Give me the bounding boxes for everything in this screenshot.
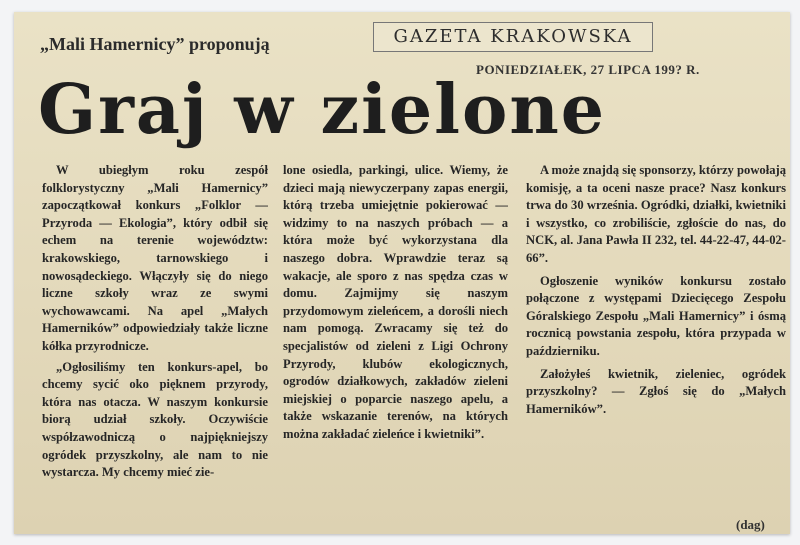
article-paragraph: W ubiegłym roku zespół folklorystyczny „Mali Hamernicy” zapoczątkował konkurs „Folklor — Przyroda — Ekologia”, który odbił się echem na terenie województw: krakowskiego, tarnowskiego i nowosądeckiego. Włączyły się do niego liczne szkoły wraz ze swymi wychowawcami. Na apel „Małych Hamerników” odpowiedziały także liczne kółka przyrodnicze. — [42, 163, 268, 353]
newspaper-masthead: GAZETA KRAKOWSKA — [373, 22, 653, 52]
article-column-2 — [283, 162, 508, 522]
dateline: PONIEDZIAŁEK, 27 LIPCA 199? R. — [476, 62, 700, 77]
article-headline: Graj w zielone — [38, 70, 607, 150]
article-column-1 — [42, 162, 268, 522]
author-signature: (dag) — [736, 517, 765, 532]
article-paragraph: lone osiedla, parkingi, ulice. Wiemy, że dzieci mają niewyczerpany zapas energii, którą trzeba umiejętnie pokierować — widzimy to na naszych próbach — a która może być wykorzystana dla naszego dobra. Wprawdzie teraz są wakacje, ale sporo z nas spędza czas w domu. Zajmijmy się naszym przydomowym zieleńcem, a dorośli niech nam pomogą. Zwracamy się też do specjalistów od zieleni z Ligi Ochrony Przyrody, klubów ekologicznych, ogrodów działkowych, zakładów zieleni miejskiej o poparcie naszego apelu, a także wskazanie terenów, na których można zakładać zieleńce i kwietniki”. — [283, 163, 508, 441]
article-paragraph: Założyłeś kwietnik, zieleniec, ogródek przyszkolny? — Zgłoś się do „Małych Hamerników”. — [526, 366, 786, 416]
article-paragraph: A może znajdą się sponsorzy, którzy powołają komisję, a ta oceni nasze prace? Nasz konkurs trwa do 30 września. Ogródki, działki, kwietniki i wszystko, co zrobiliście, zgłoście do nas, do NCK, al. Jana Pawła II 232, tel. 44-22-47, 44-02-66”. — [526, 163, 786, 265]
article-paragraph: Ogłoszenie wyników konkursu zostało połączone z występami Dziecięcego Zespołu Góralskiego Zespołu „Mali Hamernicy” i ósmą rocznicą powstania zespołu, która przypada w październiku. — [526, 273, 786, 358]
article-column-3 — [526, 162, 786, 522]
article-paragraph: „Ogłosiliśmy ten konkurs-apel, bo chcemy sycić oko pięknem przyrody, która nas otacza. W naszym konkursie biorą udział szkoły. Oczywiście współzawodniczą o najpiękniejszy ogródek przyszkolny, ale nam to nie wystarcza. My chcemy mieć zie- — [42, 359, 268, 480]
kicker-line: „Mali Hamernicy” proponują — [40, 34, 270, 54]
